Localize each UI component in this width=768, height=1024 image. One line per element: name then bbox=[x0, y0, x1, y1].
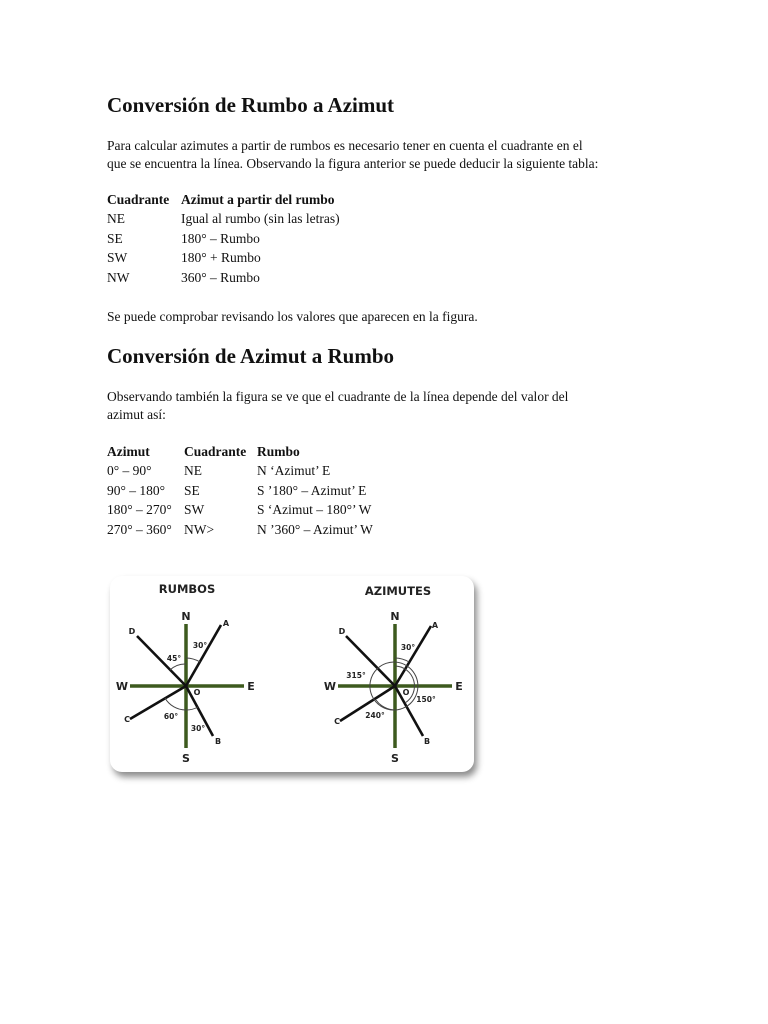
rumbos-arc-d bbox=[170, 664, 186, 670]
table-cell: 180° – Rumbo bbox=[181, 230, 260, 246]
section2-intro bbox=[107, 388, 667, 424]
table-cell: S ‘Azimut – 180°’ W bbox=[257, 502, 372, 518]
rumbos-title: RUMBOS bbox=[158, 582, 216, 596]
table-cell: 90° – 180° bbox=[107, 482, 166, 498]
table-cell: 0° – 90° bbox=[107, 463, 152, 479]
section1-intro-line1: Para calcular azimutes a partir de rumbos es necesario tener en cuenta el cuadrante en el bbox=[107, 138, 583, 153]
table-cell: 270° – 360° bbox=[107, 521, 172, 537]
rumbos-line-a bbox=[186, 625, 221, 686]
azimutes-label-b: B bbox=[423, 737, 431, 746]
table-cell: 360° – Rumbo bbox=[181, 269, 260, 285]
rumbos-label-b: B bbox=[214, 737, 222, 746]
section2-title: Conversión de Azimut a Rumbo bbox=[107, 344, 395, 368]
table-cell: SE bbox=[184, 482, 200, 498]
azimutes-label-a: A bbox=[431, 621, 439, 630]
table-cell: NW> bbox=[184, 521, 215, 537]
table-row bbox=[107, 229, 340, 249]
header-cuadrante: Cuadrante bbox=[107, 191, 170, 207]
azimutes-line-a bbox=[395, 626, 431, 686]
section1-title: Conversión de Rumbo a Azimut bbox=[107, 93, 395, 117]
header-rumbo: Rumbo bbox=[257, 443, 300, 459]
azimutes-east-label: E bbox=[455, 680, 463, 693]
azimutes-angle-c: 240° bbox=[365, 711, 385, 720]
rumbos-label-a: A bbox=[222, 619, 230, 628]
azimutes-north-label: N bbox=[390, 610, 400, 623]
section1-note: Se puede comprobar revisando los valores que aparecen en la figura. bbox=[107, 309, 478, 324]
table-cell: SW bbox=[107, 250, 128, 266]
table-row bbox=[107, 501, 373, 521]
azimutes-west-label: W bbox=[323, 680, 337, 693]
rumbos-angle-d: 45° bbox=[166, 654, 182, 663]
azimutes-title: AZIMUTES bbox=[364, 584, 432, 598]
azimutes-south-label: S bbox=[391, 752, 399, 765]
rumbos-diagram bbox=[116, 610, 255, 765]
table-row bbox=[107, 481, 373, 501]
section1-intro bbox=[107, 137, 667, 173]
table-cell: SW bbox=[184, 502, 205, 518]
rumbos-origin-label: O bbox=[193, 688, 201, 697]
azimutes-angle-b: 150° bbox=[416, 695, 436, 704]
rumbos-arc-c bbox=[165, 698, 186, 710]
table-cell: 180° – 270° bbox=[107, 502, 172, 518]
azimutes-diagram bbox=[324, 610, 463, 765]
rumbos-label-d: D bbox=[128, 627, 136, 636]
table-row bbox=[107, 462, 373, 482]
table-cell: Igual al rumbo (sin las letras) bbox=[181, 211, 340, 227]
azimutes-arc-a bbox=[395, 658, 409, 662]
rumbos-north-label: N bbox=[181, 610, 191, 623]
header-cuadrante: Cuadrante bbox=[184, 443, 247, 459]
rumbos-angle-b: 30° bbox=[190, 724, 206, 733]
section2-intro-line2: azimut así: bbox=[107, 407, 166, 422]
table-cell: NE bbox=[107, 211, 125, 227]
table-header-row bbox=[107, 442, 373, 462]
compass-diagram bbox=[110, 576, 474, 772]
rumbos-east-label: E bbox=[247, 680, 255, 693]
rumbos-azimutes-figure bbox=[110, 576, 474, 772]
rumbos-south-label: S bbox=[182, 752, 190, 765]
rumbo-to-azimut-table bbox=[107, 190, 340, 288]
header-azimut-from-rumbo: Azimut a partir del rumbo bbox=[181, 191, 335, 207]
rumbos-angle-c: 60° bbox=[163, 712, 179, 721]
table-row bbox=[107, 210, 340, 230]
table-header-row bbox=[107, 190, 340, 210]
table-cell: SE bbox=[107, 230, 123, 246]
rumbos-arc-b bbox=[186, 707, 198, 710]
table-cell: NE bbox=[184, 463, 202, 479]
azimutes-origin-label: O bbox=[402, 688, 410, 697]
section2-intro-line1: Observando también la figura se ve que el cuadrante de la línea depende del valor del bbox=[107, 389, 569, 404]
rumbos-arc-a bbox=[186, 658, 200, 662]
table-cell: N ‘Azimut’ E bbox=[257, 463, 331, 479]
rumbos-label-c: C bbox=[124, 715, 130, 724]
table-row bbox=[107, 249, 340, 269]
azimutes-label-d: D bbox=[338, 627, 346, 636]
table-row bbox=[107, 268, 340, 288]
azimutes-angle-a: 30° bbox=[400, 643, 416, 652]
table-cell: 180° + Rumbo bbox=[181, 250, 261, 266]
section1-intro-line2: que se encuentra la línea. Observando la figura anterior se puede deducir la siguiente tabla: bbox=[107, 156, 599, 171]
azimutes-angle-d: 315° bbox=[346, 671, 366, 680]
azimutes-label-c: C bbox=[334, 717, 340, 726]
table-cell: NW bbox=[107, 269, 130, 285]
table-cell: S ’180° – Azimut’ E bbox=[257, 482, 367, 498]
table-row bbox=[107, 520, 373, 540]
header-azimut: Azimut bbox=[107, 443, 150, 459]
azimut-to-rumbo-table bbox=[107, 442, 373, 540]
rumbos-west-label: W bbox=[115, 680, 129, 693]
table-cell: N ’360° – Azimut’ W bbox=[257, 521, 373, 537]
rumbos-angle-a: 30° bbox=[192, 641, 208, 650]
